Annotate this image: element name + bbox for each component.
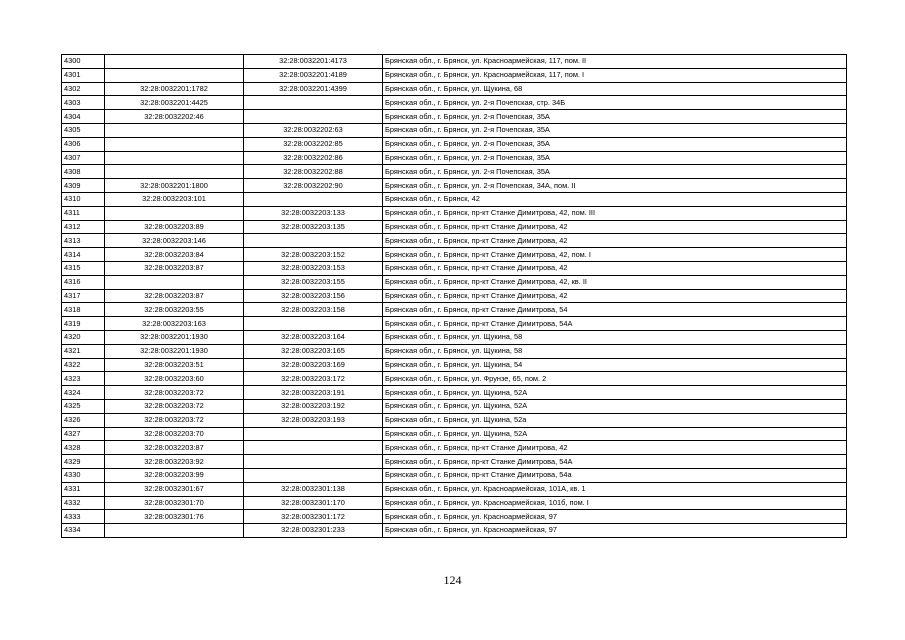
cadastral-number-secondary-cell: 32:28:0032203:133 [244,206,383,220]
cadastral-number-cell: 32:28:0032203:84 [105,248,244,262]
cadastral-number-secondary-cell: 32:28:0032203:191 [244,386,383,400]
address-cell: Брянская обл., г. Брянск, ул. Щукина, 58 [383,344,847,358]
cadastral-number-secondary-cell [244,455,383,469]
row-number-cell: 4309 [62,179,105,193]
table-row [62,261,847,275]
row-number-cell: 4331 [62,482,105,496]
address-cell: Брянская обл., г. Брянск, ул. 2-я Почепская, 35А [383,151,847,165]
table-row [62,468,847,482]
address-cell: Брянская обл., г. Брянск, ул. Красноармейская, 97 [383,524,847,538]
address-cell: Брянская обл., г. Брянск, пр-кт Станке Димитрова, 54А [383,455,847,469]
table-row [62,179,847,193]
address-cell: Брянская обл., г. Брянск, пр-кт Станке Димитрова, 42 [383,220,847,234]
table-row [62,82,847,96]
row-number-cell: 4303 [62,96,105,110]
row-number-cell: 4308 [62,165,105,179]
cadastral-number-secondary-cell: 32:28:0032202:85 [244,137,383,151]
table-row [62,206,847,220]
row-number-cell: 4306 [62,137,105,151]
cadastral-number-secondary-cell [244,317,383,331]
cadastral-number-secondary-cell: 32:28:0032203:193 [244,413,383,427]
row-number-cell: 4311 [62,206,105,220]
cadastral-number-secondary-cell [244,234,383,248]
cadastral-number-secondary-cell: 32:28:0032203:158 [244,303,383,317]
row-number-cell: 4310 [62,192,105,206]
table-row [62,358,847,372]
address-cell: Брянская обл., г. Брянск, 42 [383,192,847,206]
table-row [62,524,847,538]
cadastral-number-secondary-cell: 32:28:0032203:169 [244,358,383,372]
address-cell: Брянская обл., г. Брянск, пр-кт Станке Димитрова, 42 [383,261,847,275]
row-number-cell: 4328 [62,441,105,455]
cadastral-number-cell: 32:28:0032203:89 [105,220,244,234]
cadastral-number-cell: 32:28:0032203:72 [105,413,244,427]
address-cell: Брянская обл., г. Брянск, ул. Щукина, 52А [383,399,847,413]
row-number-cell: 4304 [62,110,105,124]
cadastral-number-secondary-cell: 32:28:0032301:170 [244,496,383,510]
table-row [62,123,847,137]
cadastral-number-cell: 32:28:0032203:60 [105,372,244,386]
table-row [62,220,847,234]
cadastral-number-secondary-cell [244,427,383,441]
row-number-cell: 4314 [62,248,105,262]
row-number-cell: 4326 [62,413,105,427]
cadastral-number-secondary-cell: 32:28:0032203:135 [244,220,383,234]
address-cell: Брянская обл., г. Брянск, пр-кт Станке Димитрова, 54 [383,303,847,317]
table-row [62,372,847,386]
cadastral-number-cell: 32:28:0032203:99 [105,468,244,482]
table-row [62,330,847,344]
table-row [62,68,847,82]
address-cell: Брянская обл., г. Брянск, ул. 2-я Почепская, 35А [383,137,847,151]
address-cell: Брянская обл., г. Брянск, пр-кт Станке Димитрова, 42 [383,234,847,248]
registry-table-body [62,55,847,538]
table-row [62,386,847,400]
cadastral-number-cell: 32:28:0032203:55 [105,303,244,317]
address-cell: Брянская обл., г. Брянск, ул. Красноармейская, 101б, пом. I [383,496,847,510]
cadastral-number-cell: 32:28:0032201:4425 [105,96,244,110]
cadastral-number-cell: 32:28:0032301:67 [105,482,244,496]
cadastral-number-secondary-cell: 32:28:0032301:172 [244,510,383,524]
cadastral-number-secondary-cell: 32:28:0032203:192 [244,399,383,413]
cadastral-number-cell: 32:28:0032203:87 [105,289,244,303]
address-cell: Брянская обл., г. Брянск, ул. Щукина, 68 [383,82,847,96]
address-cell: Брянская обл., г. Брянск, пр-кт Станке Димитрова, 54А [383,317,847,331]
cadastral-number-secondary-cell: 32:28:0032201:4399 [244,82,383,96]
table-row [62,399,847,413]
cadastral-number-cell: 32:28:0032203:163 [105,317,244,331]
cadastral-number-secondary-cell: 32:28:0032203:164 [244,330,383,344]
cadastral-number-secondary-cell: 32:28:0032202:90 [244,179,383,193]
row-number-cell: 4323 [62,372,105,386]
address-cell: Брянская обл., г. Брянск, ул. Щукина, 54 [383,358,847,372]
cadastral-number-cell [105,55,244,69]
table-row [62,248,847,262]
address-cell: Брянская обл., г. Брянск, ул. 2-я Почепская, 35А [383,165,847,179]
table-row [62,151,847,165]
row-number-cell: 4320 [62,330,105,344]
cadastral-number-cell: 32:28:0032203:87 [105,261,244,275]
address-cell: Брянская обл., г. Брянск, ул. 2-я Почепская, стр. 34Б [383,96,847,110]
table-row [62,55,847,69]
row-number-cell: 4334 [62,524,105,538]
table-row [62,234,847,248]
cadastral-number-secondary-cell: 32:28:0032203:156 [244,289,383,303]
table-row [62,96,847,110]
cadastral-number-cell: 32:28:0032203:72 [105,399,244,413]
row-number-cell: 4330 [62,468,105,482]
cadastral-number-secondary-cell: 32:28:0032203:152 [244,248,383,262]
table-row [62,275,847,289]
address-cell: Брянская обл., г. Брянск, ул. Щукина, 52а [383,413,847,427]
row-number-cell: 4317 [62,289,105,303]
row-number-cell: 4329 [62,455,105,469]
cadastral-number-cell: 32:28:0032203:51 [105,358,244,372]
cadastral-number-cell: 32:28:0032203:101 [105,192,244,206]
row-number-cell: 4301 [62,68,105,82]
cadastral-number-cell: 32:28:0032203:70 [105,427,244,441]
cadastral-number-cell: 32:28:0032203:87 [105,441,244,455]
cadastral-number-cell: 32:28:0032201:1782 [105,82,244,96]
table-row [62,482,847,496]
row-number-cell: 4316 [62,275,105,289]
cadastral-number-cell [105,123,244,137]
table-row [62,455,847,469]
row-number-cell: 4327 [62,427,105,441]
table-row [62,303,847,317]
row-number-cell: 4324 [62,386,105,400]
cadastral-number-cell: 32:28:0032201:1800 [105,179,244,193]
row-number-cell: 4302 [62,82,105,96]
address-cell: Брянская обл., г. Брянск, пр-кт Станке Димитрова, 54а [383,468,847,482]
address-cell: Брянская обл., г. Брянск, пр-кт Станке Димитрова, 42 [383,441,847,455]
cadastral-number-secondary-cell: 32:28:0032202:88 [244,165,383,179]
address-cell: Брянская обл., г. Брянск, ул. 2-я Почепская, 34А, пом. II [383,179,847,193]
address-cell: Брянская обл., г. Брянск, ул. Красноармейская, 97 [383,510,847,524]
cadastral-number-secondary-cell: 32:28:0032203:165 [244,344,383,358]
cadastral-number-cell: 32:28:0032201:1930 [105,330,244,344]
address-cell: Брянская обл., г. Брянск, ул. Красноармейская, 117, пом. I [383,68,847,82]
cadastral-number-cell [105,206,244,220]
table-row [62,344,847,358]
table-row [62,289,847,303]
cadastral-number-secondary-cell: 32:28:0032301:233 [244,524,383,538]
cadastral-number-cell [105,137,244,151]
address-cell: Брянская обл., г. Брянск, пр-кт Станке Димитрова, 42, пом. I [383,248,847,262]
cadastral-number-secondary-cell: 32:28:0032203:172 [244,372,383,386]
row-number-cell: 4300 [62,55,105,69]
cadastral-number-cell: 32:28:0032202:46 [105,110,244,124]
address-cell: Брянская обл., г. Брянск, ул. 2-я Почепская, 35А [383,110,847,124]
cadastral-number-cell [105,68,244,82]
cadastral-number-secondary-cell [244,441,383,455]
cadastral-number-cell [105,275,244,289]
table-row [62,496,847,510]
address-cell: Брянская обл., г. Брянск, ул. Красноармейская, 117, пом. II [383,55,847,69]
page-number: 124 [443,573,462,587]
table-row [62,165,847,179]
row-number-cell: 4313 [62,234,105,248]
address-cell: Брянская обл., г. Брянск, ул. Фрунзе, 65, пом. 2 [383,372,847,386]
cadastral-number-secondary-cell [244,192,383,206]
table-row [62,413,847,427]
cadastral-number-cell: 32:28:0032301:70 [105,496,244,510]
cadastral-number-cell: 32:28:0032301:76 [105,510,244,524]
table-row [62,137,847,151]
row-number-cell: 4315 [62,261,105,275]
row-number-cell: 4305 [62,123,105,137]
row-number-cell: 4325 [62,399,105,413]
row-number-cell: 4332 [62,496,105,510]
address-cell: Брянская обл., г. Брянск, пр-кт Станке Димитрова, 42, кв. II [383,275,847,289]
row-number-cell: 4307 [62,151,105,165]
table-row [62,427,847,441]
cadastral-number-secondary-cell: 32:28:0032202:86 [244,151,383,165]
table-row [62,317,847,331]
row-number-cell: 4322 [62,358,105,372]
cadastral-number-secondary-cell: 32:28:0032201:4173 [244,55,383,69]
address-cell: Брянская обл., г. Брянск, ул. Щукина, 52А [383,427,847,441]
table-row [62,110,847,124]
table-row [62,510,847,524]
address-cell: Брянская обл., г. Брянск, ул. Щукина, 58 [383,330,847,344]
cadastral-number-cell [105,151,244,165]
cadastral-number-secondary-cell [244,110,383,124]
cadastral-number-cell: 32:28:0032201:1930 [105,344,244,358]
cadastral-number-secondary-cell: 32:28:0032203:155 [244,275,383,289]
cadastral-number-secondary-cell [244,468,383,482]
address-cell: Брянская обл., г. Брянск, ул. Щукина, 52А [383,386,847,400]
address-cell: Брянская обл., г. Брянск, ул. 2-я Почепская, 35А [383,123,847,137]
address-cell: Брянская обл., г. Брянск, пр-кт Станке Димитрова, 42 [383,289,847,303]
cadastral-number-cell [105,165,244,179]
row-number-cell: 4318 [62,303,105,317]
address-cell: Брянская обл., г. Брянск, ул. Красноармейская, 101А, кв. 1 [383,482,847,496]
property-registry-table [61,54,847,538]
cadastral-number-cell: 32:28:0032203:92 [105,455,244,469]
cadastral-number-secondary-cell: 32:28:0032301:138 [244,482,383,496]
cadastral-number-cell: 32:28:0032203:72 [105,386,244,400]
row-number-cell: 4333 [62,510,105,524]
cadastral-number-secondary-cell: 32:28:0032203:153 [244,261,383,275]
table-row [62,441,847,455]
cadastral-number-cell [105,524,244,538]
cadastral-number-secondary-cell: 32:28:0032202:63 [244,123,383,137]
cadastral-number-cell: 32:28:0032203:146 [105,234,244,248]
cadastral-number-secondary-cell [244,96,383,110]
row-number-cell: 4312 [62,220,105,234]
address-cell: Брянская обл., г. Брянск, пр-кт Станке Димитрова, 42, пом. III [383,206,847,220]
row-number-cell: 4319 [62,317,105,331]
cadastral-number-secondary-cell: 32:28:0032201:4189 [244,68,383,82]
table-row [62,192,847,206]
row-number-cell: 4321 [62,344,105,358]
